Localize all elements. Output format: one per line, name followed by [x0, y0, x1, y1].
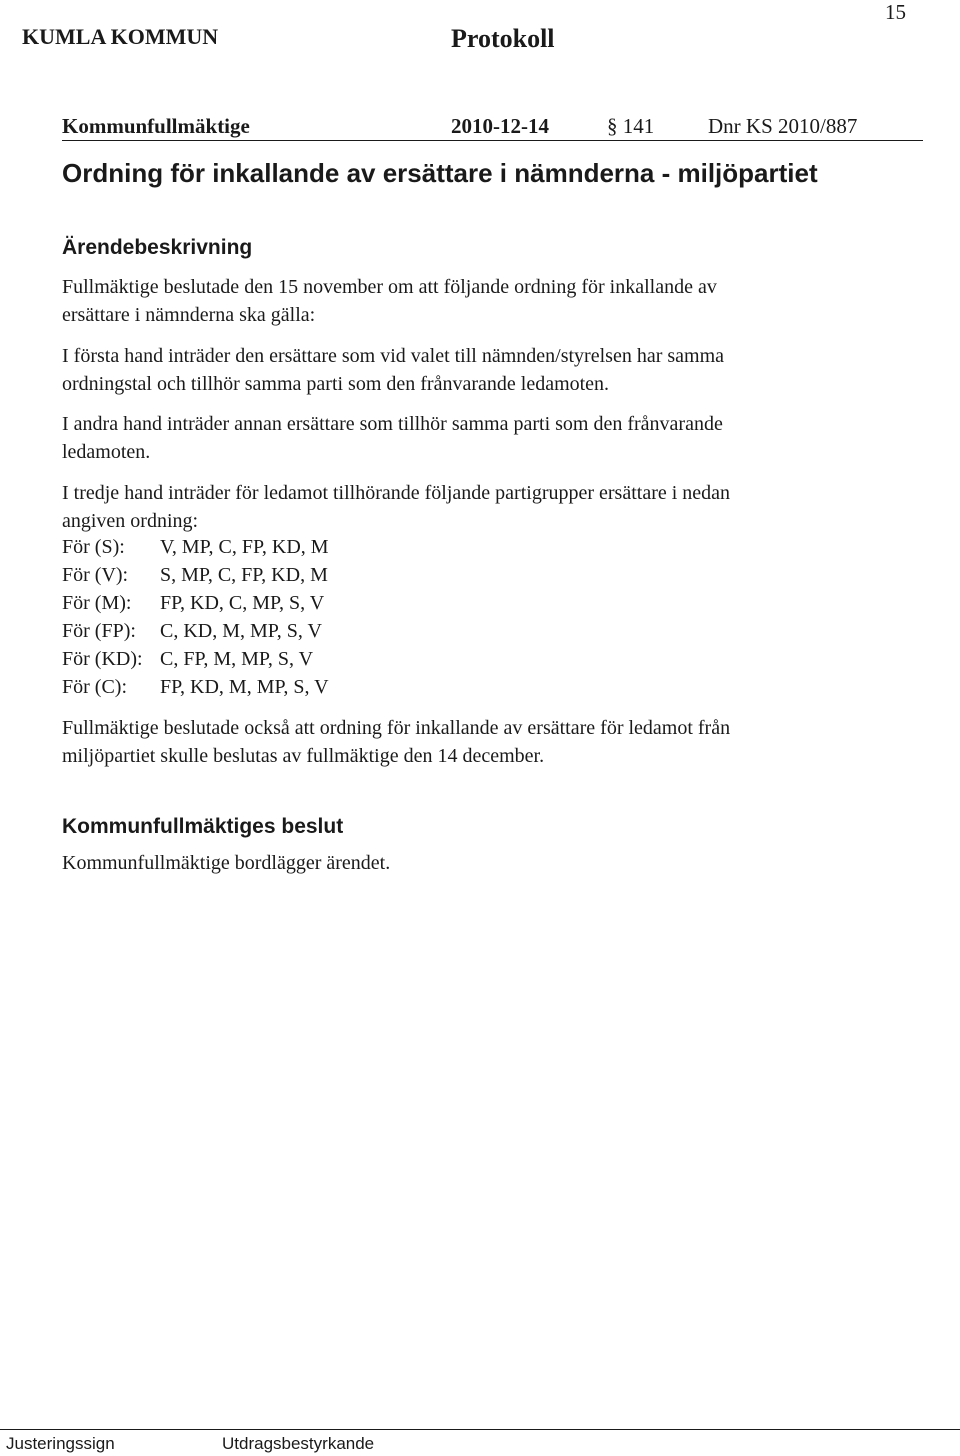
paragraph-line: ledamoten.	[62, 441, 151, 463]
list-item-codes: S, MP, C, FP, KD, M	[160, 564, 328, 586]
paragraph-1	[62, 273, 717, 329]
meeting-date: 2010-12-14	[451, 114, 549, 138]
list-item-codes: V, MP, C, FP, KD, M	[160, 536, 329, 558]
meeting-body: Kommunfullmäktige	[62, 114, 250, 138]
paragraph-line: ordningstal och tillhör samma parti som den frånvarande ledamoten.	[62, 373, 610, 395]
footer-divider	[0, 1429, 960, 1430]
paragraph-line: ersättare i nämnderna ska gälla:	[62, 304, 316, 326]
decision-text: Kommunfullmäktige bordlägger ärendet.	[62, 852, 391, 874]
list-item-label: För (V):	[62, 564, 129, 586]
paragraph-3	[62, 410, 723, 466]
list-item-label: För (KD):	[62, 648, 143, 670]
order-list-codes	[160, 533, 329, 701]
paragraph-line: I första hand inträder den ersättare som vid valet till nämnden/styrelsen har samma	[62, 345, 725, 367]
paragraph-2	[62, 342, 724, 398]
footer-justification-label: Justeringssign	[6, 1434, 115, 1453]
paragraph-5	[62, 714, 730, 770]
page-number: 15	[885, 0, 906, 24]
list-item-codes: FP, KD, C, MP, S, V	[160, 592, 325, 614]
paragraph-line: miljöpartiet skulle beslutas av fullmäktige den 14 december.	[62, 745, 545, 767]
list-item-codes: C, KD, M, MP, S, V	[160, 620, 322, 642]
list-item-label: För (S):	[62, 536, 125, 558]
header-divider	[62, 140, 923, 141]
list-item-codes: FP, KD, M, MP, S, V	[160, 676, 329, 698]
footer-extract-label: Utdragsbestyrkande	[222, 1434, 375, 1453]
document-title: Ordning för inkallande av ersättare i nämnderna - miljöpartiet	[62, 158, 818, 188]
section-heading-description: Ärendebeskrivning	[62, 236, 253, 259]
paragraph-number: § 141	[607, 114, 655, 138]
municipality-name: KUMLA KOMMUN	[22, 24, 219, 49]
list-item-label: För (FP):	[62, 620, 136, 642]
paragraph-line: Fullmäktige beslutade också att ordning för inkallande av ersättare för ledamot från	[62, 717, 731, 739]
paragraph-4	[62, 479, 730, 535]
list-item-label: För (C):	[62, 676, 127, 698]
paragraph-line: I tredje hand inträder för ledamot tillhörande följande partigrupper ersättare i nedan	[62, 482, 731, 504]
paragraph-line: angiven ordning:	[62, 510, 199, 532]
diary-number: Dnr KS 2010/887	[708, 114, 858, 138]
paragraph-line: I andra hand inträder annan ersättare som tillhör samma parti som den frånvarande	[62, 413, 723, 435]
order-list-labels	[62, 533, 143, 701]
list-item-codes: C, FP, M, MP, S, V	[160, 648, 314, 670]
section-heading-decision: Kommunfullmäktiges beslut	[62, 815, 344, 838]
document-type: Protokoll	[451, 24, 555, 53]
list-item-label: För (M):	[62, 592, 132, 614]
paragraph-line: Fullmäktige beslutade den 15 november om att följande ordning för inkallande av	[62, 276, 717, 298]
